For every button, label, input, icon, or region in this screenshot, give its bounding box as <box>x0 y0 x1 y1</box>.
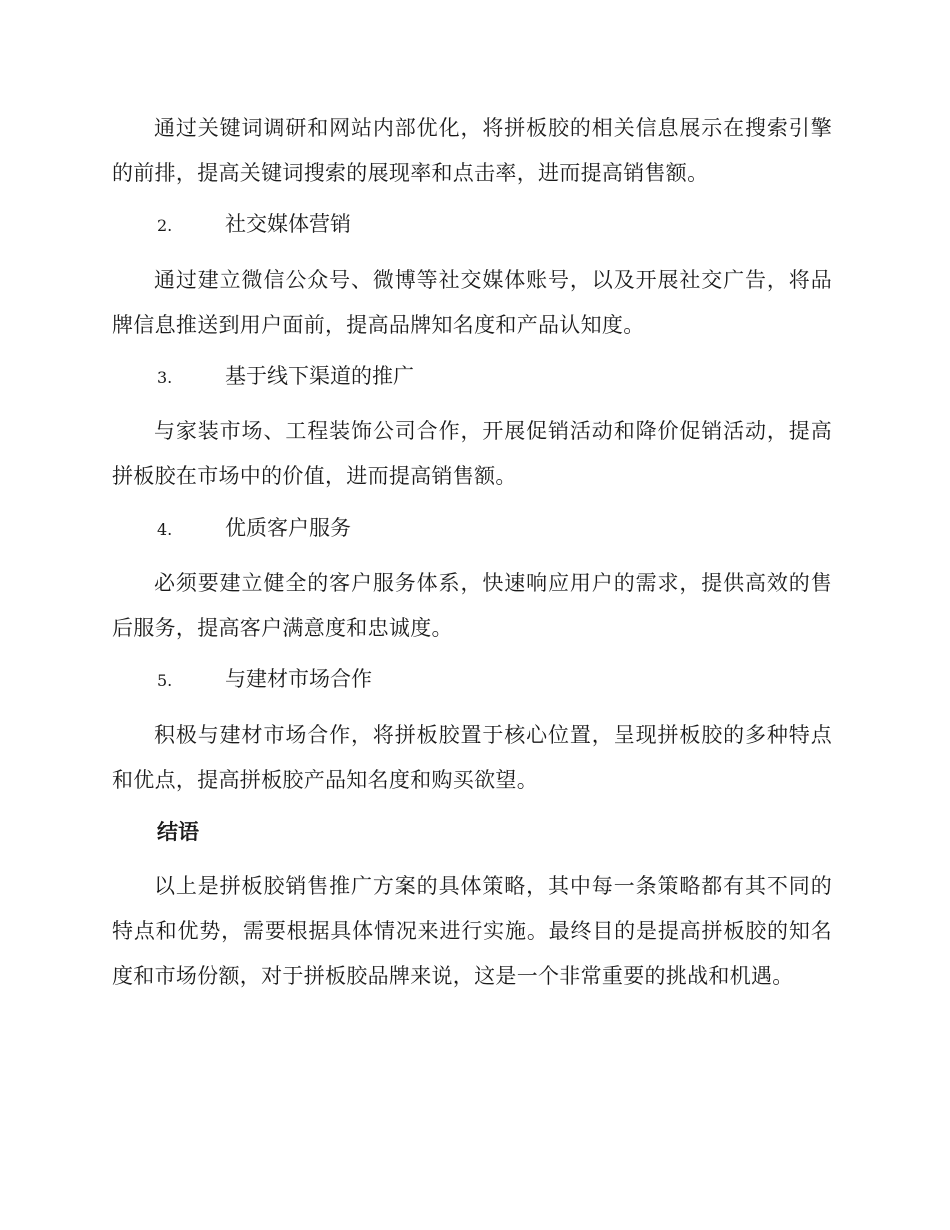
paragraph-seo: 通过关键词调研和网站内部优化，将拼板胶的相关信息展示在搜索引擎的前排，提高关键词搜索的展现率和点击率，进而提高销售额。 <box>112 116 832 185</box>
paragraph-conclusion: 以上是拼板胶销售推广方案的具体策略，其中每一条策略都有其不同的特点和优势，需要根据具体情况来进行实施。最终目的是提高拼板胶的知名度和市场份额，对于拼板胶品牌来说，这是一个非常重要的挑战和机遇。 <box>112 874 832 988</box>
list-item-title: 社交媒体营销 <box>225 212 351 236</box>
list-number: 4. <box>157 520 173 539</box>
list-item-social-media <box>157 209 351 239</box>
paragraph-social-media: 通过建立微信公众号、微博等社交媒体账号，以及开展社交广告，将品牌信息推送到用户面前，提高品牌知名度和产品认知度。 <box>112 268 832 337</box>
list-number: 2. <box>157 216 173 235</box>
paragraph-offline: 与家装市场、工程装饰公司合作，开展促销活动和降价促销活动，提高拼板胶在市场中的价值，进而提高销售额。 <box>112 419 832 488</box>
list-item-title: 基于线下渠道的推广 <box>225 364 414 388</box>
list-item-offline <box>157 361 414 391</box>
list-item-customer-service <box>157 513 351 543</box>
list-number: 5. <box>157 671 173 690</box>
list-item-title: 与建材市场合作 <box>225 667 372 691</box>
paragraph-building-materials: 积极与建材市场合作，将拼板胶置于核心位置，呈现拼板胶的多种特点和优点，提高拼板胶产品知名度和购买欲望。 <box>112 723 832 792</box>
list-number: 3. <box>157 368 173 387</box>
section-heading-conclusion: 结语 <box>157 819 199 844</box>
list-item-title: 优质客户服务 <box>225 516 351 540</box>
paragraph-customer-service: 必须要建立健全的客户服务体系，快速响应用户的需求，提供高效的售后服务，提高客户满意度和忠诚度。 <box>112 571 832 640</box>
list-item-building-materials <box>157 664 372 694</box>
